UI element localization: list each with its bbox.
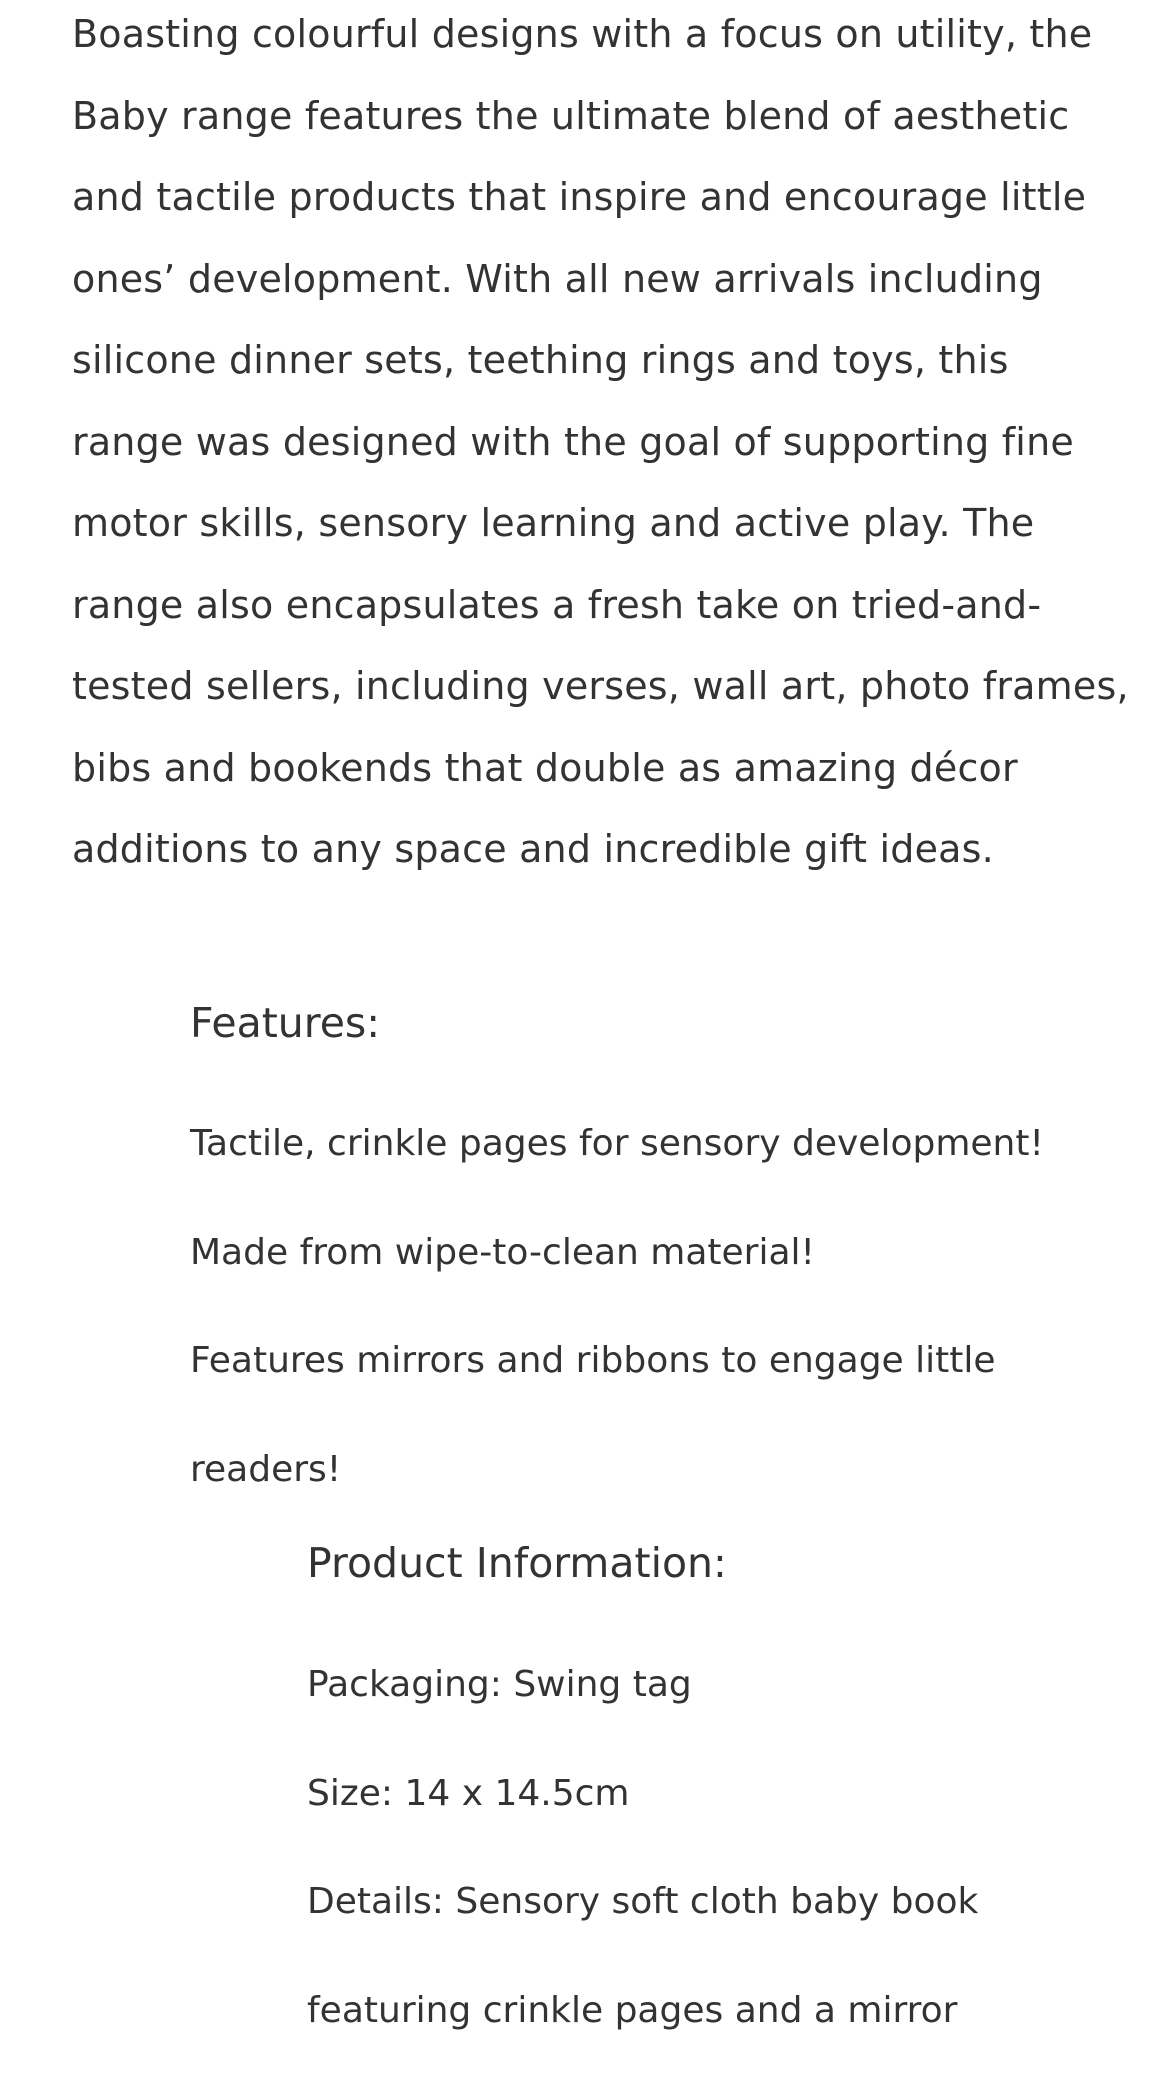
features-list	[190, 1090, 1090, 1524]
features-heading: Features:	[190, 999, 381, 1047]
info-item: Size: 14 x 14.5cm	[307, 1772, 630, 1814]
product-description: Boasting colourful designs with a focus on utility, the Baby range features the ultimate blend of aesthetic and tactile products that inspire and encourage little ones’ development. With all new arrivals including silicone dinner sets, teething rings and toys, this range was designed with the goal of supporting fine motor skills, sensory learning and active play. The range also encapsulates a fresh take on tried-and-tested sellers, including verses, wall art, photo frames, bibs and bookends that double as amazing décor additions to any space and incredible gift ideas.	[72, 12, 1129, 871]
product-information-heading: Product Information:	[307, 1539, 727, 1587]
feature-item: Made from wipe-to-clean material!	[190, 1231, 815, 1273]
feature-item: Tactile, crinkle pages for sensory development!	[190, 1123, 1044, 1164]
feature-item: Features mirrors and ribbons to engage little readers!	[190, 1340, 996, 1490]
info-item: Details: Sensory soft cloth baby book featuring crinkle pages and a mirror	[307, 1881, 979, 2031]
info-item: Packaging: Swing tag	[307, 1664, 692, 1705]
product-information-list	[307, 1631, 1067, 2065]
